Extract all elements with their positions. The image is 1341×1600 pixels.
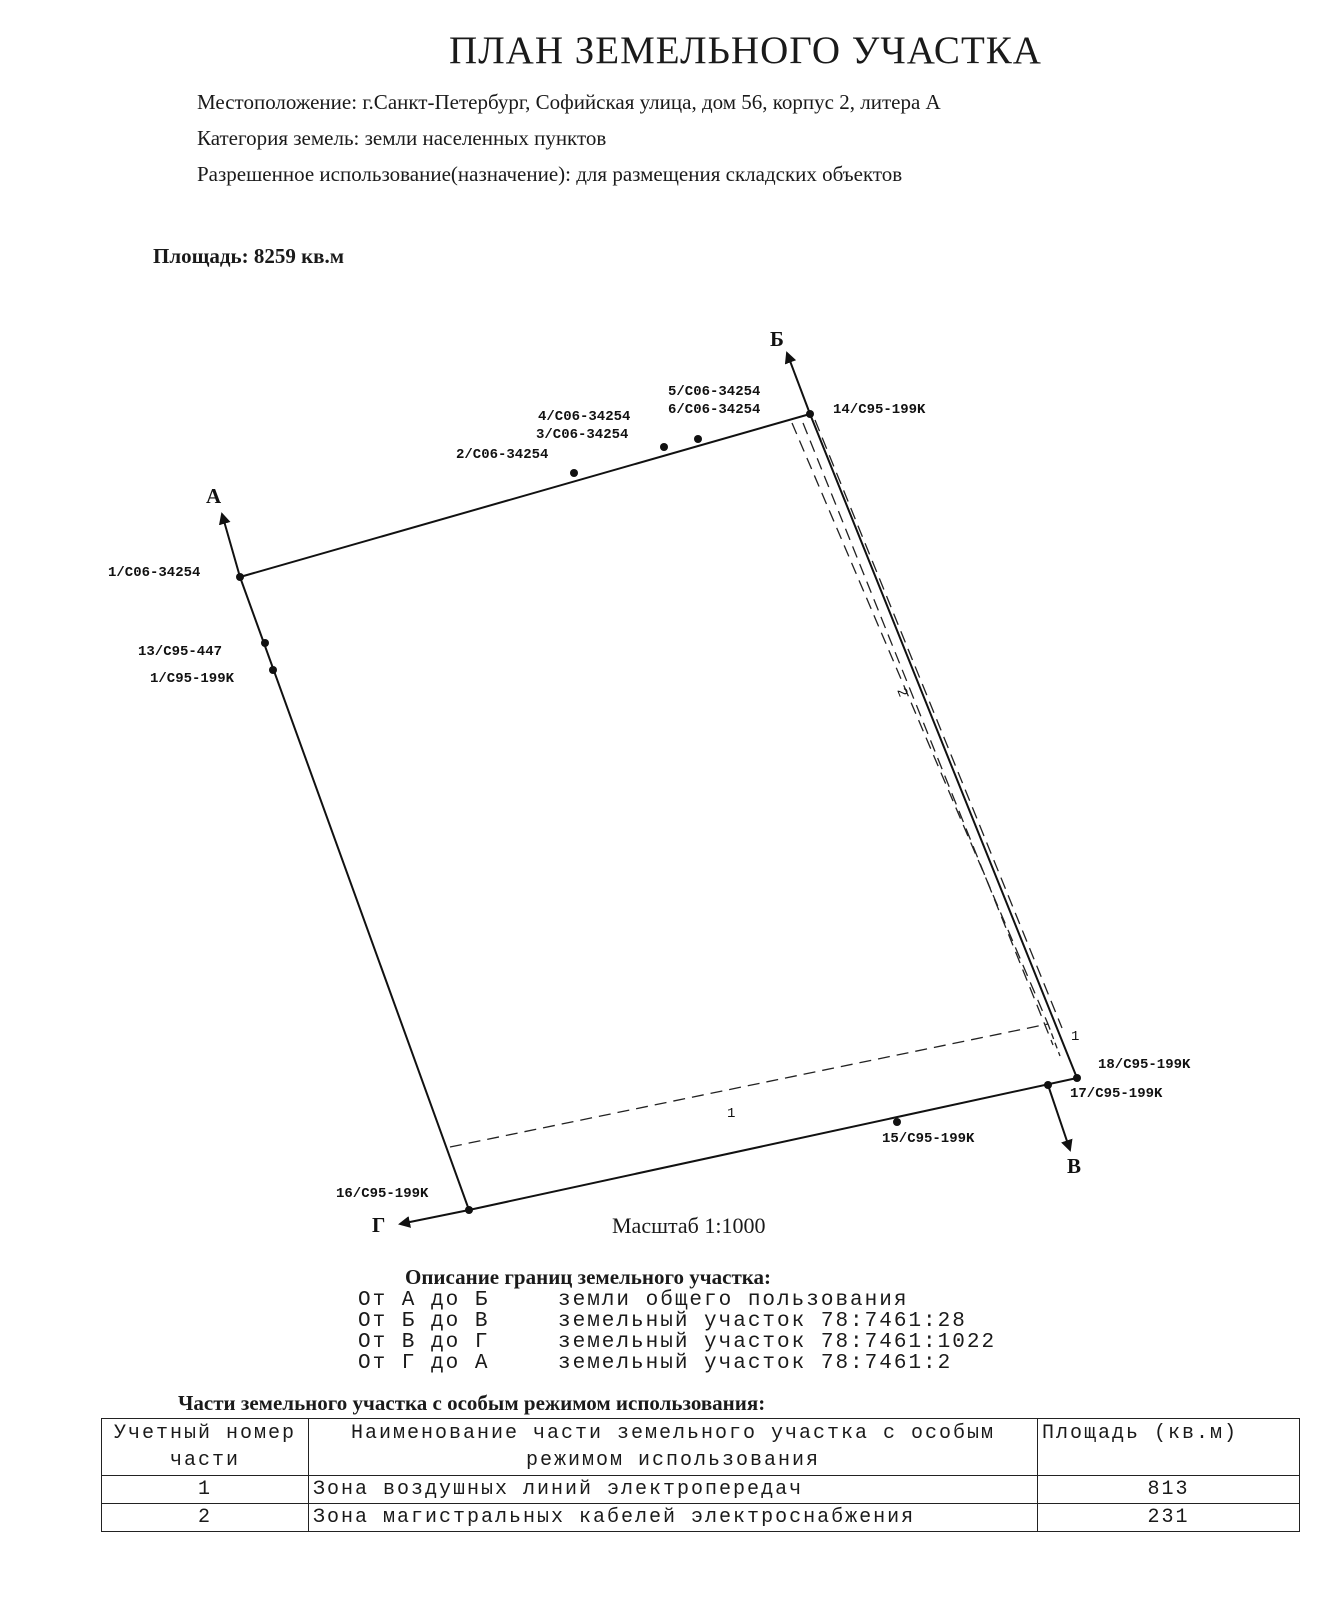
point-17-c95 xyxy=(1044,1081,1052,1089)
label-point-15-c95: 15/C95-199K xyxy=(882,1131,975,1147)
point-1-c95 xyxy=(269,666,277,674)
label-point-4-c06: 4/C06-34254 xyxy=(538,409,631,425)
boundary-desc: земельный участок 78:7461:2 xyxy=(558,1352,953,1375)
axis-arrow-g xyxy=(400,1210,469,1224)
cell-num: 1 xyxy=(102,1476,309,1504)
label-point-1-c06: 1/C06-34254 xyxy=(108,565,201,581)
label-point-14-c95: 14/C95-199K xyxy=(833,402,926,418)
boundary-desc: земельный участок 78:7461:28 xyxy=(558,1310,967,1333)
scale-label: Масштаб 1:1000 xyxy=(612,1213,766,1238)
header-area: Площадь (кв.м) xyxy=(1038,1419,1300,1476)
label-zone-1-corner: 1 xyxy=(1071,1029,1080,1045)
label-direction-g: Г xyxy=(372,1213,386,1237)
page-title: ПЛАН ЗЕМЕЛЬНОГО УЧАСТКА xyxy=(449,29,1042,72)
axis-arrow-v xyxy=(1048,1085,1070,1150)
zone-1-dashed-line-right xyxy=(792,423,1048,1024)
boundary-row xyxy=(358,1289,908,1312)
boundary-from: От Г до А xyxy=(358,1352,490,1375)
boundary-from: От В до Г xyxy=(358,1331,490,1354)
permitted-use-line: Разрешенное использование(назначение): для размещения складских объектов xyxy=(197,162,903,186)
label-direction-b: Б xyxy=(770,327,784,351)
label-point-1-c95: 1/C95-199K xyxy=(150,671,235,687)
area-line: Площадь: 8259 кв.м xyxy=(153,244,345,268)
point-2-c06 xyxy=(570,469,578,477)
label-direction-a: А xyxy=(206,484,222,508)
boundary-row xyxy=(358,1352,952,1375)
boundary-row xyxy=(358,1331,996,1354)
label-point-18-c95: 18/C95-199K xyxy=(1098,1057,1191,1073)
boundaries-title: Описание границ земельного участка: xyxy=(405,1265,772,1289)
boundary-line-b-v xyxy=(810,414,1080,1078)
point-16-c95 xyxy=(465,1206,473,1214)
point-15-c95 xyxy=(893,1118,901,1126)
label-point-2-c06: 2/C06-34254 xyxy=(456,447,549,463)
table-row xyxy=(102,1504,1300,1532)
cell-name: Зона воздушных линий электропередач xyxy=(309,1476,1038,1504)
point-14-c95 xyxy=(806,410,814,418)
zone-1-dashed-line-bottom xyxy=(450,1024,1048,1147)
boundary-line-v-g xyxy=(469,1078,1077,1210)
parts-table xyxy=(101,1418,1300,1532)
point-3-c06 xyxy=(660,443,668,451)
point-4-c06 xyxy=(694,435,702,443)
point-13-c95 xyxy=(261,639,269,647)
cell-num: 2 xyxy=(102,1504,309,1532)
label-zone-2: 2 xyxy=(892,685,911,700)
point-1-c06 xyxy=(236,573,244,581)
label-point-17-c95: 17/C95-199K xyxy=(1070,1086,1163,1102)
label-point-16-c95: 16/C95-199K xyxy=(336,1186,429,1202)
axis-arrow-a xyxy=(222,514,240,577)
table-header-row xyxy=(102,1419,1300,1476)
boundary-desc: земельный участок 78:7461:1022 xyxy=(558,1331,997,1354)
label-point-5-c06: 5/C06-34254 xyxy=(668,384,761,400)
header-name: Наименование части земельного участка с особым режимом использования xyxy=(309,1419,1038,1476)
location-line: Местоположение: г.Санкт-Петербург, Софийская улица, дом 56, корпус 2, литера А xyxy=(197,90,941,114)
label-point-3-c06: 3/C06-34254 xyxy=(536,427,629,443)
category-line: Категория земель: земли населенных пунктов xyxy=(197,126,607,150)
cell-area: 231 xyxy=(1038,1504,1300,1532)
parts-title: Части земельного участка с особым режимом использования: xyxy=(178,1391,766,1415)
point-18-c95 xyxy=(1073,1074,1081,1082)
label-zone-1: 1 xyxy=(727,1106,736,1122)
label-direction-v: В xyxy=(1067,1154,1082,1178)
axis-arrow-b xyxy=(787,353,810,414)
cell-name: Зона магистральных кабелей электроснабжения xyxy=(309,1504,1038,1532)
label-point-6-c06: 6/C06-34254 xyxy=(668,402,761,418)
boundary-from: От А до Б xyxy=(358,1289,490,1312)
zone-2-dashed-line-b xyxy=(803,423,1053,1045)
boundary-from: От Б до В xyxy=(358,1310,490,1333)
boundary-line-a-b xyxy=(240,414,810,577)
label-point-13-c95: 13/C95-447 xyxy=(138,644,223,660)
table-row xyxy=(102,1476,1300,1504)
boundary-desc: земли общего пользования xyxy=(558,1289,909,1312)
zone-2-dashed-line-a xyxy=(815,420,1062,1028)
header-num: Учетный номер части xyxy=(102,1419,309,1476)
boundary-row xyxy=(358,1310,967,1333)
cell-area: 813 xyxy=(1038,1476,1300,1504)
